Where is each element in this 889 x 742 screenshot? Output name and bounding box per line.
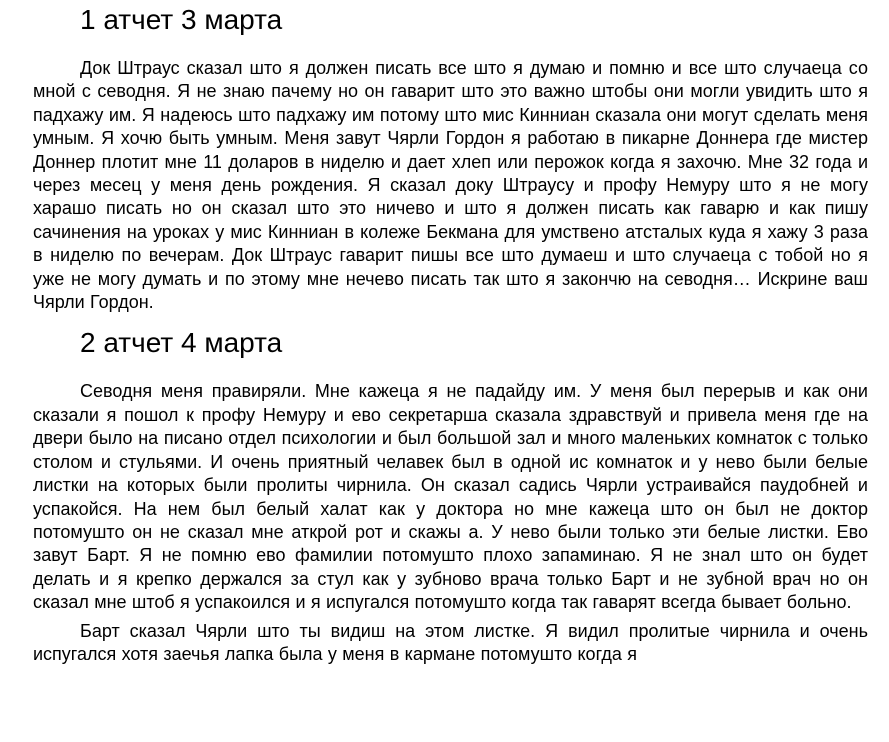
section-2-paragraph-1: Севодня меня правиряли. Мне кажеца я не падайду им. У меня был перерыв и как они сказали я пошол к профу Немуру и ево секретарша сказала здравствуй и привела меня где на двери было на писано отдел психологии и был большой зал и много маленьких комнаток с только столом и стульями. И очень приятный челавек был в одной ис комнаток и у нево были белые листки на которых были пролиты чирнила. Он сказал садись Чярли устраивайся паудобней и успакойся. На нем был белый халат как у доктора но мне кажеца што он был не доктор потомушто он не сказал мне аткрой рот и скажы а. У нево были только эти белые листки. Ево завут Барт. Я не помню ево фамилии потомушто плохо запаминаю. Я не знал што он будет делать и я крепко держался за стул как у зубново врача только Барт и не зубной врач но он сказал мне штоб я успакоился и я испугался потомушто когда так гаварят всегда бывает больно. bbox=[33, 381, 868, 613]
section-1-paragraph-1: Док Штраус сказал што я должен писать все што я думаю и помню и все што случаеца со мной с севодня. Я не знаю пачему но он гаварит што это важно штобы они могли увидить што я падхажу им. Я надеюсь што падхажу им потому што мис Кинниан сказала они могут сделать меня умным. Я хочю быть умным. Меня завут Чярли Гордон я работаю в пикарне Доннера где мистер Доннер плотит мне 11 доларов в ниделю и дает хлеп или перожок когда я захочю. Мне 32 года и через месец у меня день рождения. Я сказал доку Штраусу и профу Немуру што я не могу харашо писать но он сказал што это ничево и што я должен писать как гаварю и как пишу сачинения на уроках у мис Кинниан в колеже Бекмана для умствено атсталых куда я хажу 3 раза в ниделю по вечерам. Док Штраус гаварит пишы все што думаеш и што случаеца с тобой но я уже не могу думать и по этому мне нечево писать так што я закончю на севодня… Искрине ваш Чярли Гордон. bbox=[33, 58, 868, 313]
section-2-paragraph-2: Барт сказал Чярли што ты видиш на этом листке. Я видил пролитые чирнила и очень испугался хотя заечья лапка была у меня в кармане потомушто когда я bbox=[33, 620, 868, 664]
section-1-heading: 1 атчет 3 марта bbox=[80, 4, 283, 35]
section-2-heading: 2 атчет 4 марта bbox=[80, 327, 283, 359]
